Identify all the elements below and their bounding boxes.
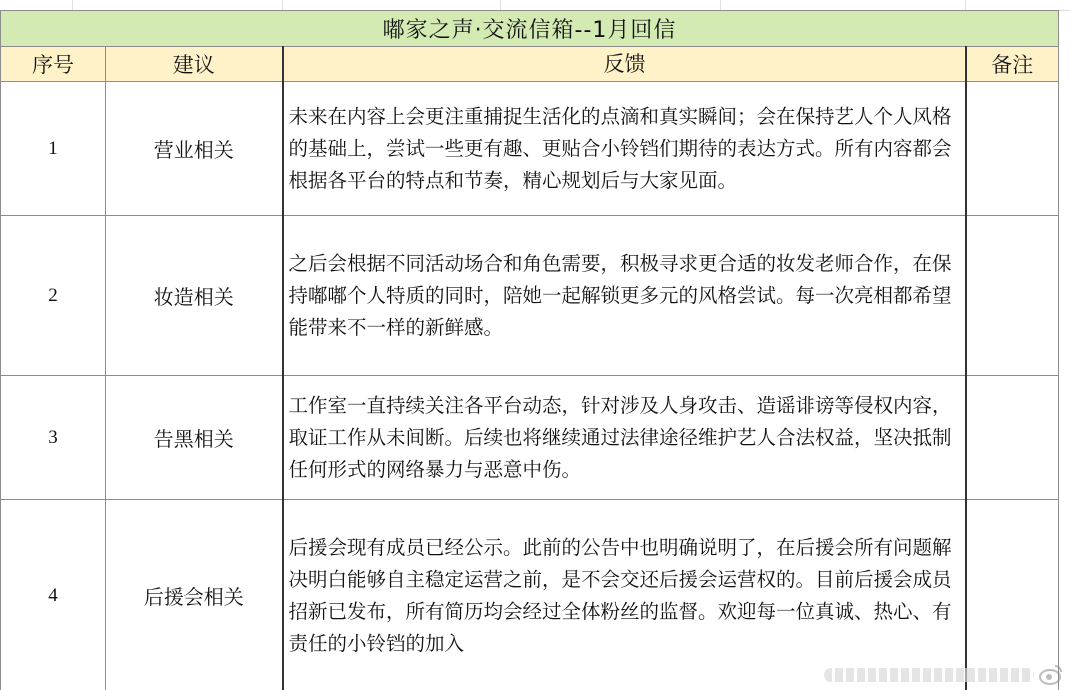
header-note[interactable]: 备注 [966,47,1059,82]
row-feedback[interactable]: 后援会现有成员已经公示。此前的公告中也明确说明了，在后援会所有问题解决明白能够自主稳定运营之前，是不会交还后援会运营权的。目前后援会成员招新已发布，所有简历均会经过全体粉丝的监督。欢迎每一位真诚、热心、有责任的小铃铛的加入 [283,500,966,690]
row-feedback[interactable]: 工作室一直持续关注各平台动态，针对涉及人身攻击、造谣诽谤等侵权内容，取证工作从未间断。后续也将继续通过法律途径维护艺人合法权益，坚决抵制任何形式的网络暴力与恶意中伤。 [283,376,966,500]
watermark-text-bar [824,668,1034,682]
row-number[interactable]: 4 [1,500,106,690]
row-feedback[interactable]: 之后会根据不同活动场合和角色需要，积极寻求更合适的妆发老师合作，在保持嘟嘟个人特质的同时，陪她一起解锁更多元的风格尝试。每一次亮相都希望能带来不一样的新鲜感。 [283,216,966,376]
row-topic[interactable]: 后援会相关 [106,500,283,690]
watermark [824,660,1064,690]
reply-table [0,10,1059,690]
title-row [1,11,1059,47]
row-topic[interactable]: 妆造相关 [106,216,283,376]
row-number[interactable]: 2 [1,216,106,376]
table-row [1,376,1059,500]
table-row [1,216,1059,376]
table-title[interactable]: 嘟家之声·交流信箱--1月回信 [1,11,1059,47]
row-note[interactable] [966,82,1059,216]
header-row [1,47,1059,82]
header-no[interactable]: 序号 [1,47,106,82]
row-note[interactable] [966,216,1059,376]
row-note[interactable] [966,376,1059,500]
table-row [1,82,1059,216]
row-feedback[interactable]: 未来在内容上会更注重捕捉生活化的点滴和真实瞬间；会在保持艺人个人风格的基础上，尝试一些更有趣、更贴合小铃铛们期待的表达方式。所有内容都会根据各平台的特点和节奏，精心规划后与大家见面。 [283,82,966,216]
row-number[interactable]: 1 [1,82,106,216]
row-number[interactable]: 3 [1,376,106,500]
header-topic[interactable]: 建议 [106,47,283,82]
row-topic[interactable]: 营业相关 [106,82,283,216]
weibo-logo-icon [1038,662,1064,688]
header-feedback[interactable]: 反馈 [283,47,966,82]
row-topic[interactable]: 告黑相关 [106,376,283,500]
